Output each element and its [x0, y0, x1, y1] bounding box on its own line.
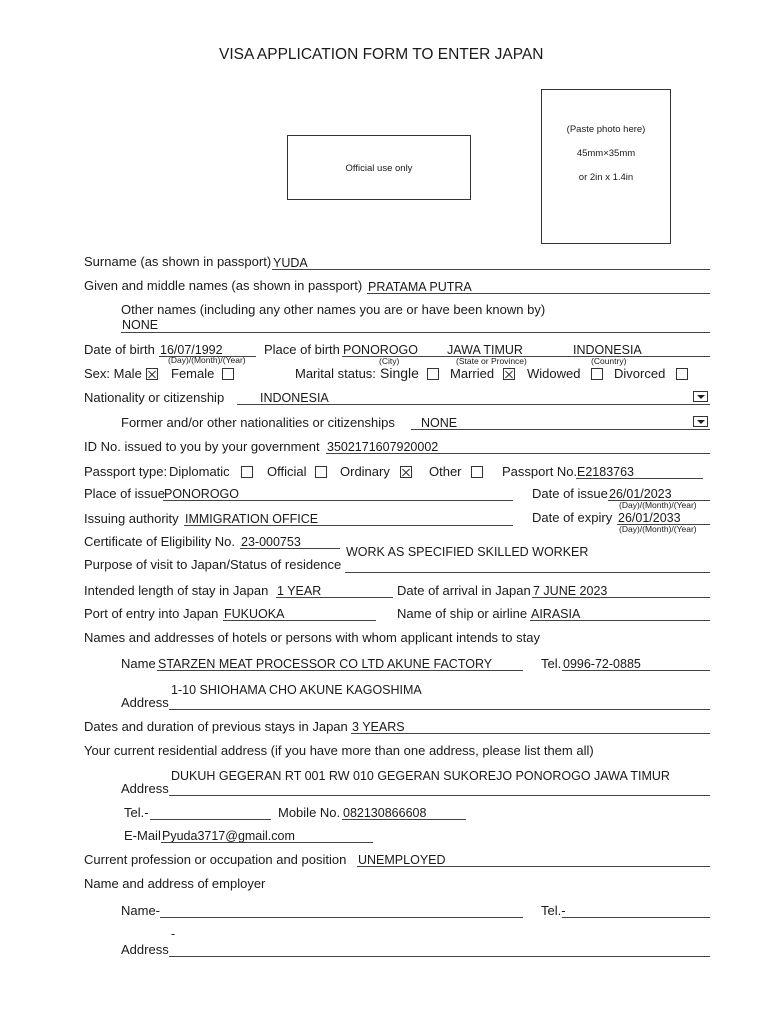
- dob-hint: (Day)/(Month)/(Year): [168, 355, 246, 365]
- official-use-box: [287, 135, 471, 200]
- employer-address-label: Address: [121, 942, 169, 957]
- sex-label: Sex: Male: [84, 366, 142, 381]
- passport-ordinary-checkbox[interactable]: [400, 466, 412, 478]
- port-field[interactable]: [223, 620, 376, 621]
- pob-state: JAWA TIMUR: [447, 343, 523, 357]
- arrival-label: Date of arrival in Japan: [397, 583, 531, 598]
- passport-no-field[interactable]: [576, 478, 703, 479]
- former-nationality-value: NONE: [421, 416, 458, 430]
- employer-address-field[interactable]: [169, 956, 710, 957]
- profession-label: Current profession or occupation and position: [84, 852, 347, 867]
- pob-label: Place of birth: [264, 342, 340, 357]
- mobile-field[interactable]: [342, 819, 466, 820]
- marital-divorced-checkbox[interactable]: [676, 368, 688, 380]
- passport-no-label: Passport No.: [502, 464, 578, 479]
- stay-value: 1 YEAR: [277, 584, 322, 598]
- email-label: E-Mail: [124, 828, 161, 843]
- purpose-label: Purpose of visit to Japan/Status of residence: [84, 557, 342, 572]
- residence-address-label: Address: [121, 781, 169, 796]
- profession-field[interactable]: [357, 866, 710, 867]
- former-nationality-label: Former and/or other nationalities or citizenships: [121, 415, 395, 430]
- profession-value: UNEMPLOYED: [358, 853, 446, 867]
- marital-widowed-label: Widowed: [527, 366, 581, 381]
- pob-state-hint: (State or Province): [456, 356, 527, 366]
- hotel-tel-value: 0996-72-0885: [563, 657, 641, 671]
- employer-address-value: -: [171, 927, 176, 941]
- dob-value: 16/07/1992: [160, 343, 223, 357]
- ship-value: AIRASIA: [531, 607, 581, 621]
- pob-city-hint: (City): [379, 356, 400, 366]
- arrival-field[interactable]: [532, 597, 710, 598]
- sex-male-checkbox[interactable]: [146, 368, 158, 380]
- date-of-issue-value: 26/01/2023: [609, 487, 672, 501]
- coe-field[interactable]: [240, 548, 340, 549]
- email-value: Pyuda3717@gmail.com: [162, 829, 295, 843]
- hotel-address-value: 1-10 SHIOHAMA CHO AKUNE KAGOSHIMA: [171, 683, 422, 697]
- port-value: FUKUOKA: [224, 607, 285, 621]
- marital-married-checkbox[interactable]: [503, 368, 515, 380]
- date-of-expiry-label: Date of expiry: [532, 510, 613, 525]
- pob-country: INDONESIA: [573, 343, 642, 357]
- passport-ordinary-label: Ordinary: [340, 464, 390, 479]
- other-names-label: Other names (including any other names you are or have been known by): [121, 302, 546, 317]
- id-no-label: ID No. issued to you by your government: [84, 439, 320, 454]
- marital-married-label: Married: [450, 366, 495, 381]
- ship-field[interactable]: [530, 620, 710, 621]
- date-of-issue-hint: (Day)/(Month)/(Year): [619, 500, 697, 510]
- issuing-authority-field[interactable]: [184, 525, 513, 526]
- given-names-field[interactable]: [367, 293, 710, 294]
- residence-tel-label: Tel.-: [124, 805, 149, 820]
- nationality-select[interactable]: [237, 404, 710, 405]
- purpose-value: WORK AS SPECIFIED SKILLED WORKER: [346, 545, 589, 559]
- residence-address-field[interactable]: [169, 795, 710, 796]
- place-of-issue-field[interactable]: [163, 500, 513, 501]
- mobile-value: 082130866608: [343, 806, 427, 820]
- surname-field[interactable]: [272, 269, 710, 270]
- sex-female-label: Female: [171, 366, 215, 381]
- marital-single-label: Single: [380, 365, 419, 381]
- former-nationality-select[interactable]: [411, 429, 710, 430]
- hotel-tel-label: Tel.: [541, 656, 562, 671]
- marital-divorced-label: Divorced: [614, 366, 666, 381]
- other-names-value: NONE: [122, 318, 159, 332]
- hotel-tel-field[interactable]: [562, 670, 710, 671]
- stay-field[interactable]: [276, 597, 393, 598]
- arrival-value: 7 JUNE 2023: [533, 584, 608, 598]
- given-names-value: PRATAMA PUTRA: [368, 280, 472, 294]
- marital-single-checkbox[interactable]: [427, 368, 439, 380]
- other-names-field[interactable]: [121, 332, 710, 333]
- hotel-address-label: Address: [121, 695, 169, 710]
- passport-other-label: Other: [429, 464, 462, 479]
- form-title: VISA APPLICATION FORM TO ENTER JAPAN: [219, 46, 544, 63]
- previous-stays-value: 3 YEARS: [352, 720, 405, 734]
- photo-hint-1: (Paste photo here): [566, 124, 646, 135]
- id-no-field[interactable]: [326, 453, 710, 454]
- stay-label: Intended length of stay in Japan: [84, 583, 269, 598]
- nationality-value: INDONESIA: [260, 391, 329, 405]
- passport-no-value: E2183763: [577, 465, 635, 479]
- id-no-value: 3502171607920002: [327, 440, 439, 454]
- purpose-field[interactable]: [345, 572, 710, 573]
- date-of-issue-label: Date of issue: [532, 486, 608, 501]
- former-nationality-dropdown-icon[interactable]: [693, 416, 708, 427]
- photo-hint-3: or 2in x 1.4in: [578, 172, 634, 183]
- residence-address-value: DUKUH GEGERAN RT 001 RW 010 GEGERAN SUKOREJO PONOROGO JAWA TIMUR: [171, 769, 670, 783]
- date-of-expiry-value: 26/01/2033: [618, 511, 681, 525]
- surname-label: Surname (as shown in passport): [84, 254, 272, 269]
- ship-label: Name of ship or airline: [397, 606, 528, 621]
- coe-value: 23-000753: [241, 535, 301, 549]
- dob-label: Date of birth: [84, 342, 155, 357]
- marital-widowed-checkbox[interactable]: [591, 368, 603, 380]
- pob-city: PONOROGO: [343, 343, 419, 357]
- sex-female-checkbox[interactable]: [222, 368, 234, 380]
- place-of-issue-label: Place of issue: [84, 486, 165, 501]
- passport-diplomatic-checkbox[interactable]: [241, 466, 253, 478]
- issuing-authority-label: Issuing authority: [84, 511, 179, 526]
- hotels-label: Names and addresses of hotels or persons with whom applicant intends to stay: [84, 630, 540, 645]
- passport-type-label: Passport type:: [84, 464, 168, 479]
- nationality-dropdown-icon[interactable]: [693, 391, 708, 402]
- official-use-label: Official use only: [345, 163, 413, 174]
- residence-label: Your current residential address (if you have more than one address, please list them all): [84, 743, 594, 758]
- employer-name-label: Name-: [121, 903, 161, 918]
- passport-other-checkbox[interactable]: [471, 466, 483, 478]
- given-names-label: Given and middle names (as shown in passport): [84, 278, 363, 293]
- employer-label: Name and address of employer: [84, 876, 266, 891]
- employer-tel-field[interactable]: [562, 917, 710, 918]
- mobile-label: Mobile No.: [278, 805, 341, 820]
- surname-value: YUDA: [273, 256, 308, 270]
- passport-diplomatic-label: Diplomatic: [169, 464, 230, 479]
- photo-hint-2: 45mm×35mm: [576, 148, 636, 159]
- employer-name-field[interactable]: [160, 917, 523, 918]
- previous-stays-field[interactable]: [351, 733, 710, 734]
- passport-official-checkbox[interactable]: [315, 466, 327, 478]
- photo-box[interactable]: [541, 89, 671, 244]
- hotel-address-field[interactable]: [169, 709, 710, 710]
- hotel-name-value: STARZEN MEAT PROCESSOR CO LTD AKUNE FACTORY: [158, 657, 493, 671]
- place-of-issue-value: PONOROGO: [164, 487, 240, 501]
- passport-official-label: Official: [267, 464, 307, 479]
- employer-tel-label: Tel.-: [541, 903, 566, 918]
- nationality-label: Nationality or citizenship: [84, 390, 225, 405]
- pob-country-hint: (Country): [591, 356, 627, 366]
- date-of-expiry-hint: (Day)/(Month)/(Year): [619, 524, 697, 534]
- marital-label: Marital status:: [295, 366, 376, 381]
- residence-tel-field[interactable]: [150, 819, 271, 820]
- issuing-authority-value: IMMIGRATION OFFICE: [185, 512, 319, 526]
- previous-stays-label: Dates and duration of previous stays in Japan: [84, 719, 348, 734]
- hotel-name-field[interactable]: [157, 670, 523, 671]
- email-field[interactable]: [161, 842, 373, 843]
- hotel-name-label: Name: [121, 656, 156, 671]
- port-label: Port of entry into Japan: [84, 606, 219, 621]
- coe-label: Certificate of Eligibility No.: [84, 534, 235, 549]
